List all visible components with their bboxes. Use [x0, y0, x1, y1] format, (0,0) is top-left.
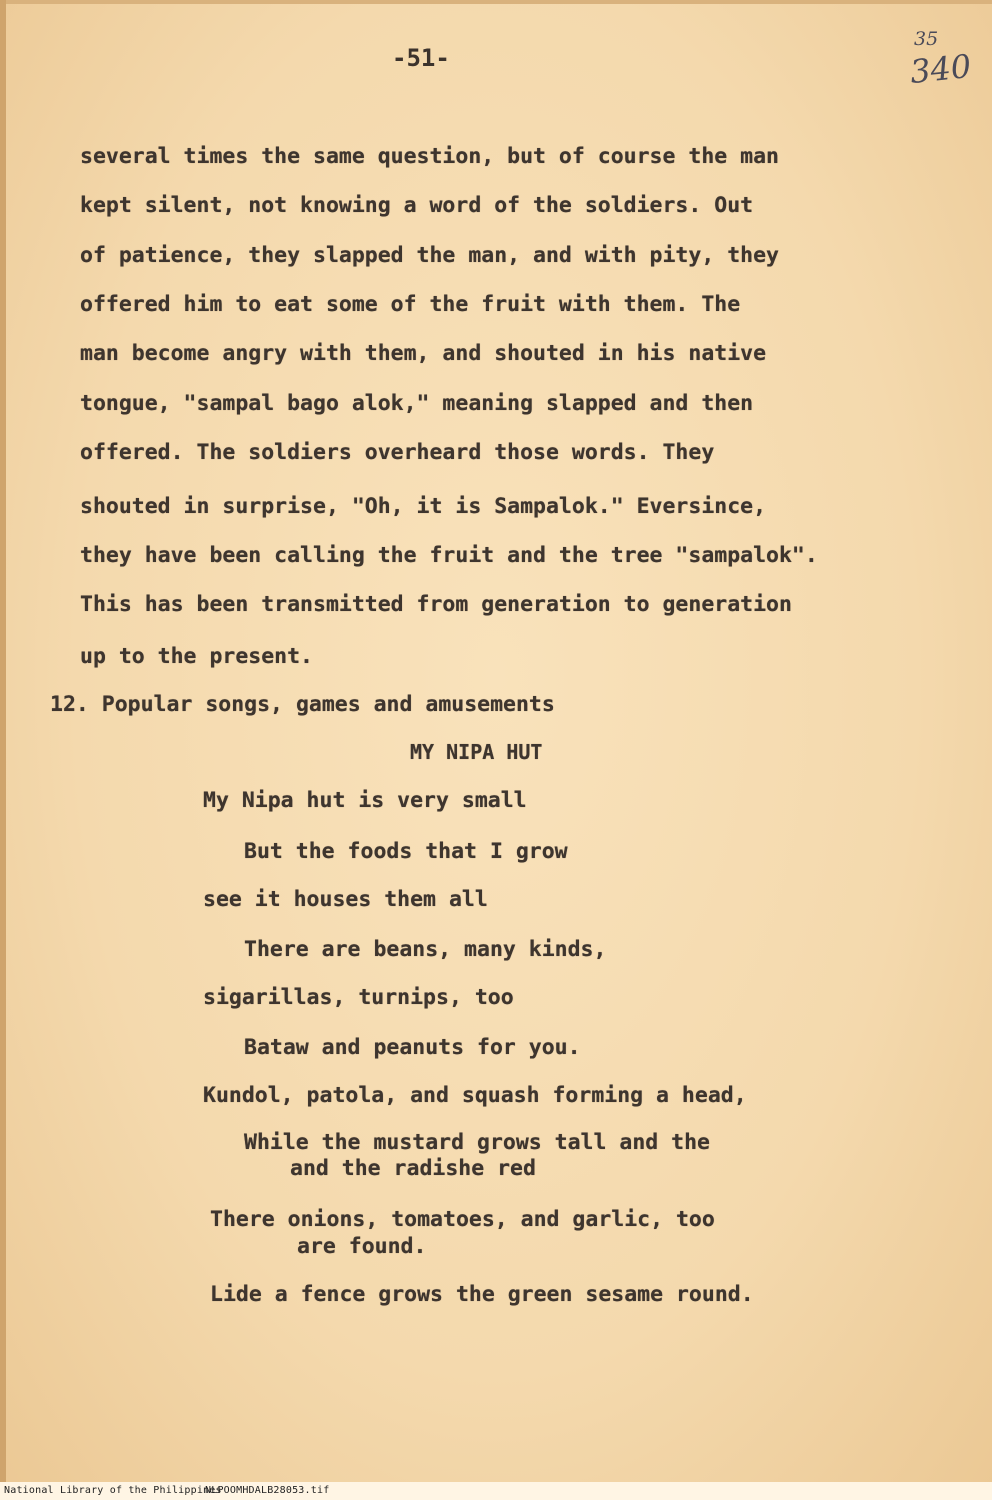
prose-line: kept silent, not knowing a word of the soldiers. Out	[80, 193, 754, 218]
prose-line: they have been calling the fruit and the tree "sampalok".	[80, 543, 818, 568]
footer-file-name: NLPOOMHDALB28053.tif	[205, 1485, 330, 1496]
handwritten-folio-number: 340	[908, 46, 973, 92]
prose-line: several times the same question, but of course the man	[80, 144, 779, 169]
section-heading: 12. Popular songs, games and amusements	[50, 692, 555, 717]
song-line: are found.	[297, 1234, 427, 1259]
paper-edge-left	[0, 0, 6, 1500]
handwritten-folio-small: 35	[914, 28, 939, 50]
prose-line: offered him to eat some of the fruit with them. The	[80, 292, 741, 317]
song-line: There onions, tomatoes, and garlic, too	[210, 1207, 715, 1232]
song-line: There are beans, many kinds,	[244, 937, 607, 962]
song-line: Kundol, patola, and squash forming a head,	[203, 1083, 747, 1108]
song-line: Lide a fence grows the green sesame round.	[210, 1282, 754, 1307]
song-line: My Nipa hut is very small	[203, 788, 527, 813]
footer-library-credit: National Library of the Philippines	[4, 1485, 222, 1496]
song-line: see it houses them all	[203, 887, 488, 912]
prose-line: shouted in surprise, "Oh, it is Sampalok." Eversince,	[80, 494, 767, 519]
prose-line: tongue, "sampal bago alok," meaning slapped and then	[80, 391, 754, 416]
paper-edge-top	[0, 0, 992, 4]
song-line: sigarillas, turnips, too	[203, 985, 514, 1010]
prose-line: of patience, they slapped the man, and with pity, they	[80, 243, 779, 268]
page-number: -51-	[392, 44, 450, 72]
song-title: MY NIPA HUT	[410, 740, 543, 764]
song-line: Bataw and peanuts for you.	[244, 1035, 581, 1060]
song-line: While the mustard grows tall and the	[244, 1130, 710, 1155]
prose-line: man become angry with them, and shouted in his native	[80, 341, 767, 366]
prose-line: This has been transmitted from generation to generation	[80, 592, 792, 617]
prose-line: offered. The soldiers overheard those words. They	[80, 440, 715, 465]
prose-line: up to the present.	[80, 644, 313, 669]
song-line: But the foods that I grow	[244, 839, 568, 864]
song-line: and the radishe red	[290, 1156, 536, 1181]
